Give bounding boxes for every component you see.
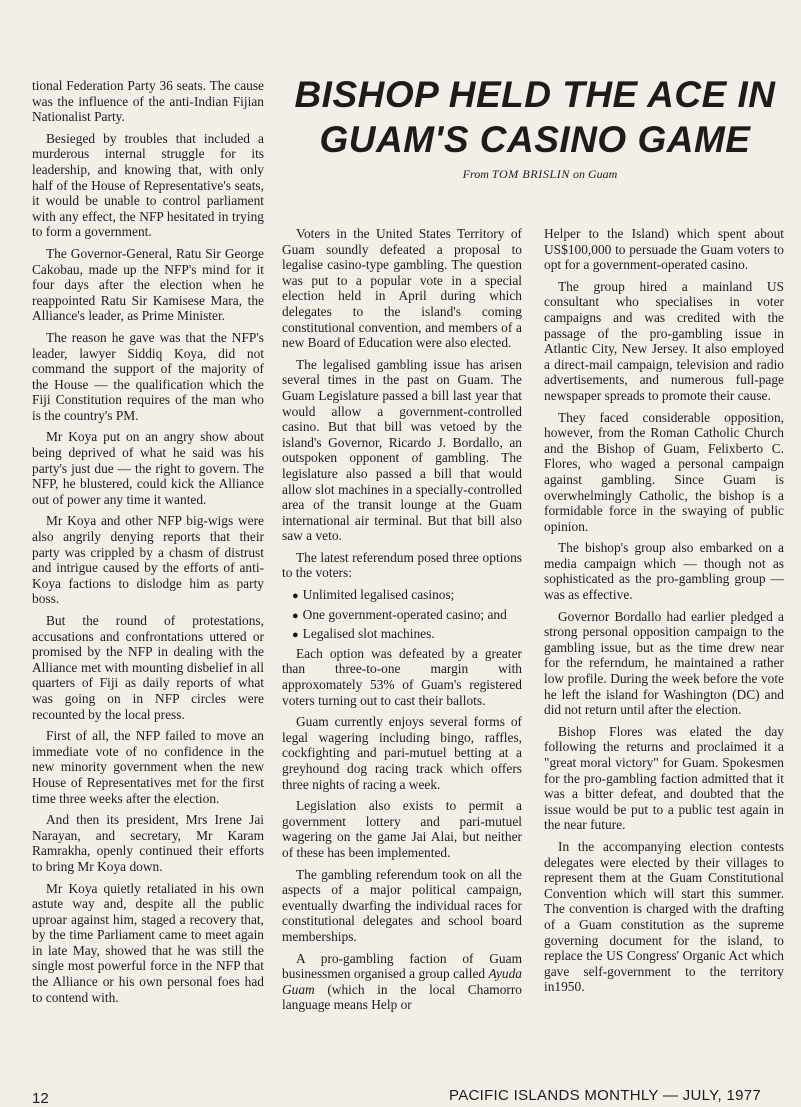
paragraph: The Governor-General, Ratu Sir George Cakobau, made up the NFP's mind for it four days after the election when he reappointed Ratu Sir Kamisese Mara, the Alliance's leader, as Prime Minister.	[32, 245, 264, 324]
headline	[280, 72, 790, 162]
byline-prefix: From	[462, 167, 489, 181]
byline	[280, 167, 800, 182]
paragraph: The legalised gambling issue has arisen several times in the past on Guam. The Guam Legislature passed a bill last year that would allow a government-controlled casino. But that bill was vetoed by the island's Governor, Ricardo J. Bordallo, an outspoken opponent of gambling. The legislature also passed a bill that would allow slot machines in a specially-controlled area of the transit lounge at the Guam international air terminal. But that bill also saw a veto.	[282, 356, 522, 544]
bullet-item: ● Unlimited legalised casinos;	[292, 587, 455, 603]
paragraph: The group hired a mainland US consultant who specialises in voter campaigns and was credited with the passage of the pro-gambling issue in Atlantic City, New Jersey. It also employed a direct-mail campaign, television and radio advertisements, and numerous full-page newspaper spreads to promote their cause.	[544, 278, 784, 403]
bullet-icon: ●	[292, 590, 299, 603]
bullet-icon: ●	[292, 609, 299, 622]
paragraph: Mr Koya quietly retaliated in his own astute way and, despite all the public uproar against him, staged a recovery that, by the time Parliament came to meet again in late May, showed that he was still the single most powerful force in the NFP that the Alliance or his own personal foes had to contend with.	[32, 880, 264, 1005]
byline-author: TOM BRISLIN	[491, 167, 570, 181]
bullet-item: ● One government-operated casino; and	[292, 606, 507, 622]
paragraph: The gambling referendum took on all the aspects of a major political campaign, eventually dwarfing the individual races for constitutional delegates and school board memberships.	[282, 866, 522, 944]
paragraph: Mr Koya put on an angry show about being deprived of what he said was his party's just due — the right to govern. The NFP, he blustered, could kick the Alliance out of power any time it wanted.	[32, 429, 264, 507]
paragraph: Each option was defeated by a greater than three-to-one margin with approxomately 53% of Guam's registered voters turning out to cast their ballots.	[282, 645, 522, 708]
running-footer: PACIFIC ISLANDS MONTHLY — JULY, 1977	[449, 1087, 762, 1104]
paragraph: Besieged by troubles that included a murderous internal struggle for its leadership, and knowing that, with only half of the House of Representative's seats, it would be unable to control parliament with any effect, the NFP hesitated in trying to form a government.	[32, 130, 264, 240]
bullet-icon: ●	[292, 629, 299, 642]
paragraph: Legislation also exists to permit a government lottery and pari-mutuel wagering on the game Jai Alai, but neither of these has been implemented.	[282, 798, 522, 860]
paragraph: The bishop's group also embarked on a media campaign which — though not as sophisticated as the pro-gambling group — was as effective.	[544, 540, 784, 603]
headline-line-1: BISHOP HELD THE ACE IN	[294, 74, 776, 115]
paragraph: In the accompanying election contests delegates were elected by their villages to represent them at the Guam Constitutional Convention which will start this summer. The convention is charged with the drafting of a Guam constitution as the supreme governing document for the island, to replace the US Congress' Organic Act which gave self-government to the territory in1950.	[544, 838, 784, 995]
left-column-text	[32, 78, 264, 1011]
middle-column-paragraphs-after	[282, 646, 522, 945]
paragraph: Helper to the Island) which spent about US$100,000 to persuade the Guam voters to opt for a government-operated casino.	[544, 226, 784, 273]
byline-suffix: on Guam	[572, 167, 618, 181]
page-number: 12	[32, 1090, 49, 1107]
paragraph: But the round of protestations, accusations and confrontations uttered or promised by the NFP in dealing with the Alliance met with mounting disbelief in all quarters of Fiji as daily reports of what was going on in NFP circles were recounted by the local press.	[32, 613, 264, 722]
paragraph: They faced considerable opposition, however, from the Roman Catholic Church and the Bishop of Guam, Felixberto C. Flores, who waged a personal campaign against gambling. Since Guam is overwhelmingly Catholic, the bishop is a formidable force in the swaying of public opinion.	[544, 409, 784, 534]
ayuda-guam-name: Ayuda Guam	[282, 966, 522, 997]
right-column-text	[544, 226, 784, 1001]
paragraph: The reason he gave was that the NFP's leader, lawyer Siddiq Koya, did not command the support of the majority of the House — the qualification which the Fiji Constitution requires of the man who is the country's PM.	[32, 329, 264, 423]
bullet-item: ● Legalised slot machines.	[292, 626, 435, 642]
paragraph: Bishop Flores was elated the day following the returns and proclaimed it a "great moral victory" for Guam. Spokesmen for the pro-gambling faction admitted that it was a bitter defeat, and doubted that the issue would be put to a public test again in the near future.	[544, 723, 784, 833]
paragraph: Governor Bordallo had earlier pledged a strong personal opposition campaign to the gambling issue, but as the time drew near for the referndum, he maintained a rather low profile. During the week before the vote he left the island for Washington (DC) and did not return until after the election.	[544, 608, 784, 718]
paragraph: Voters in the United States Territory of Guam soundly defeated a proposal to legalise casino-type gambling. The question was put to a popular vote in a special election held in April during which delegates to the island's coming constitutional convention, and members of a new Board of Education were also elected.	[282, 226, 522, 351]
paragraph: First of all, the NFP failed to move an immediate vote of no confidence in the new minority government when the new House of Representatives met for the first time three weeks after the election.	[32, 728, 264, 806]
middle-column-text	[282, 226, 522, 1019]
middle-column-last-paragraph: A pro-gambling faction of Guam businessmen organised a group called Ayuda Guam (which in the local Chamorro language means Help or	[282, 950, 522, 1013]
paragraph: And then its president, Mrs Irene Jai Narayan, and secretary, Mr Karam Ramrakha, openly continued their efforts to bring Mr Koya down.	[32, 812, 264, 874]
paragraph: tional Federation Party 36 seats. The cause was the influence of the anti-Indian Fijian Nationalist Party.	[32, 78, 264, 125]
headline-line-2: GUAM'S CASINO GAME	[319, 119, 751, 160]
middle-column-paragraphs-before	[282, 226, 522, 581]
paragraph: The latest referendum posed three options to the voters:	[282, 549, 522, 581]
paragraph: Guam currently enjoys several forms of legal wagering including bingo, raffles, cockfighting and pari-mutuel betting at a greyhound dog racing track which offers three nights of racing a week.	[282, 714, 522, 792]
options-bullet-list	[282, 587, 522, 644]
paragraph: Mr Koya and other NFP big-wigs were also angrily denying reports that their party was crippled by a chasm of distrust and intrigue caused by the efforts of anti-Koya factions to dislodge him as party boss.	[32, 513, 264, 607]
